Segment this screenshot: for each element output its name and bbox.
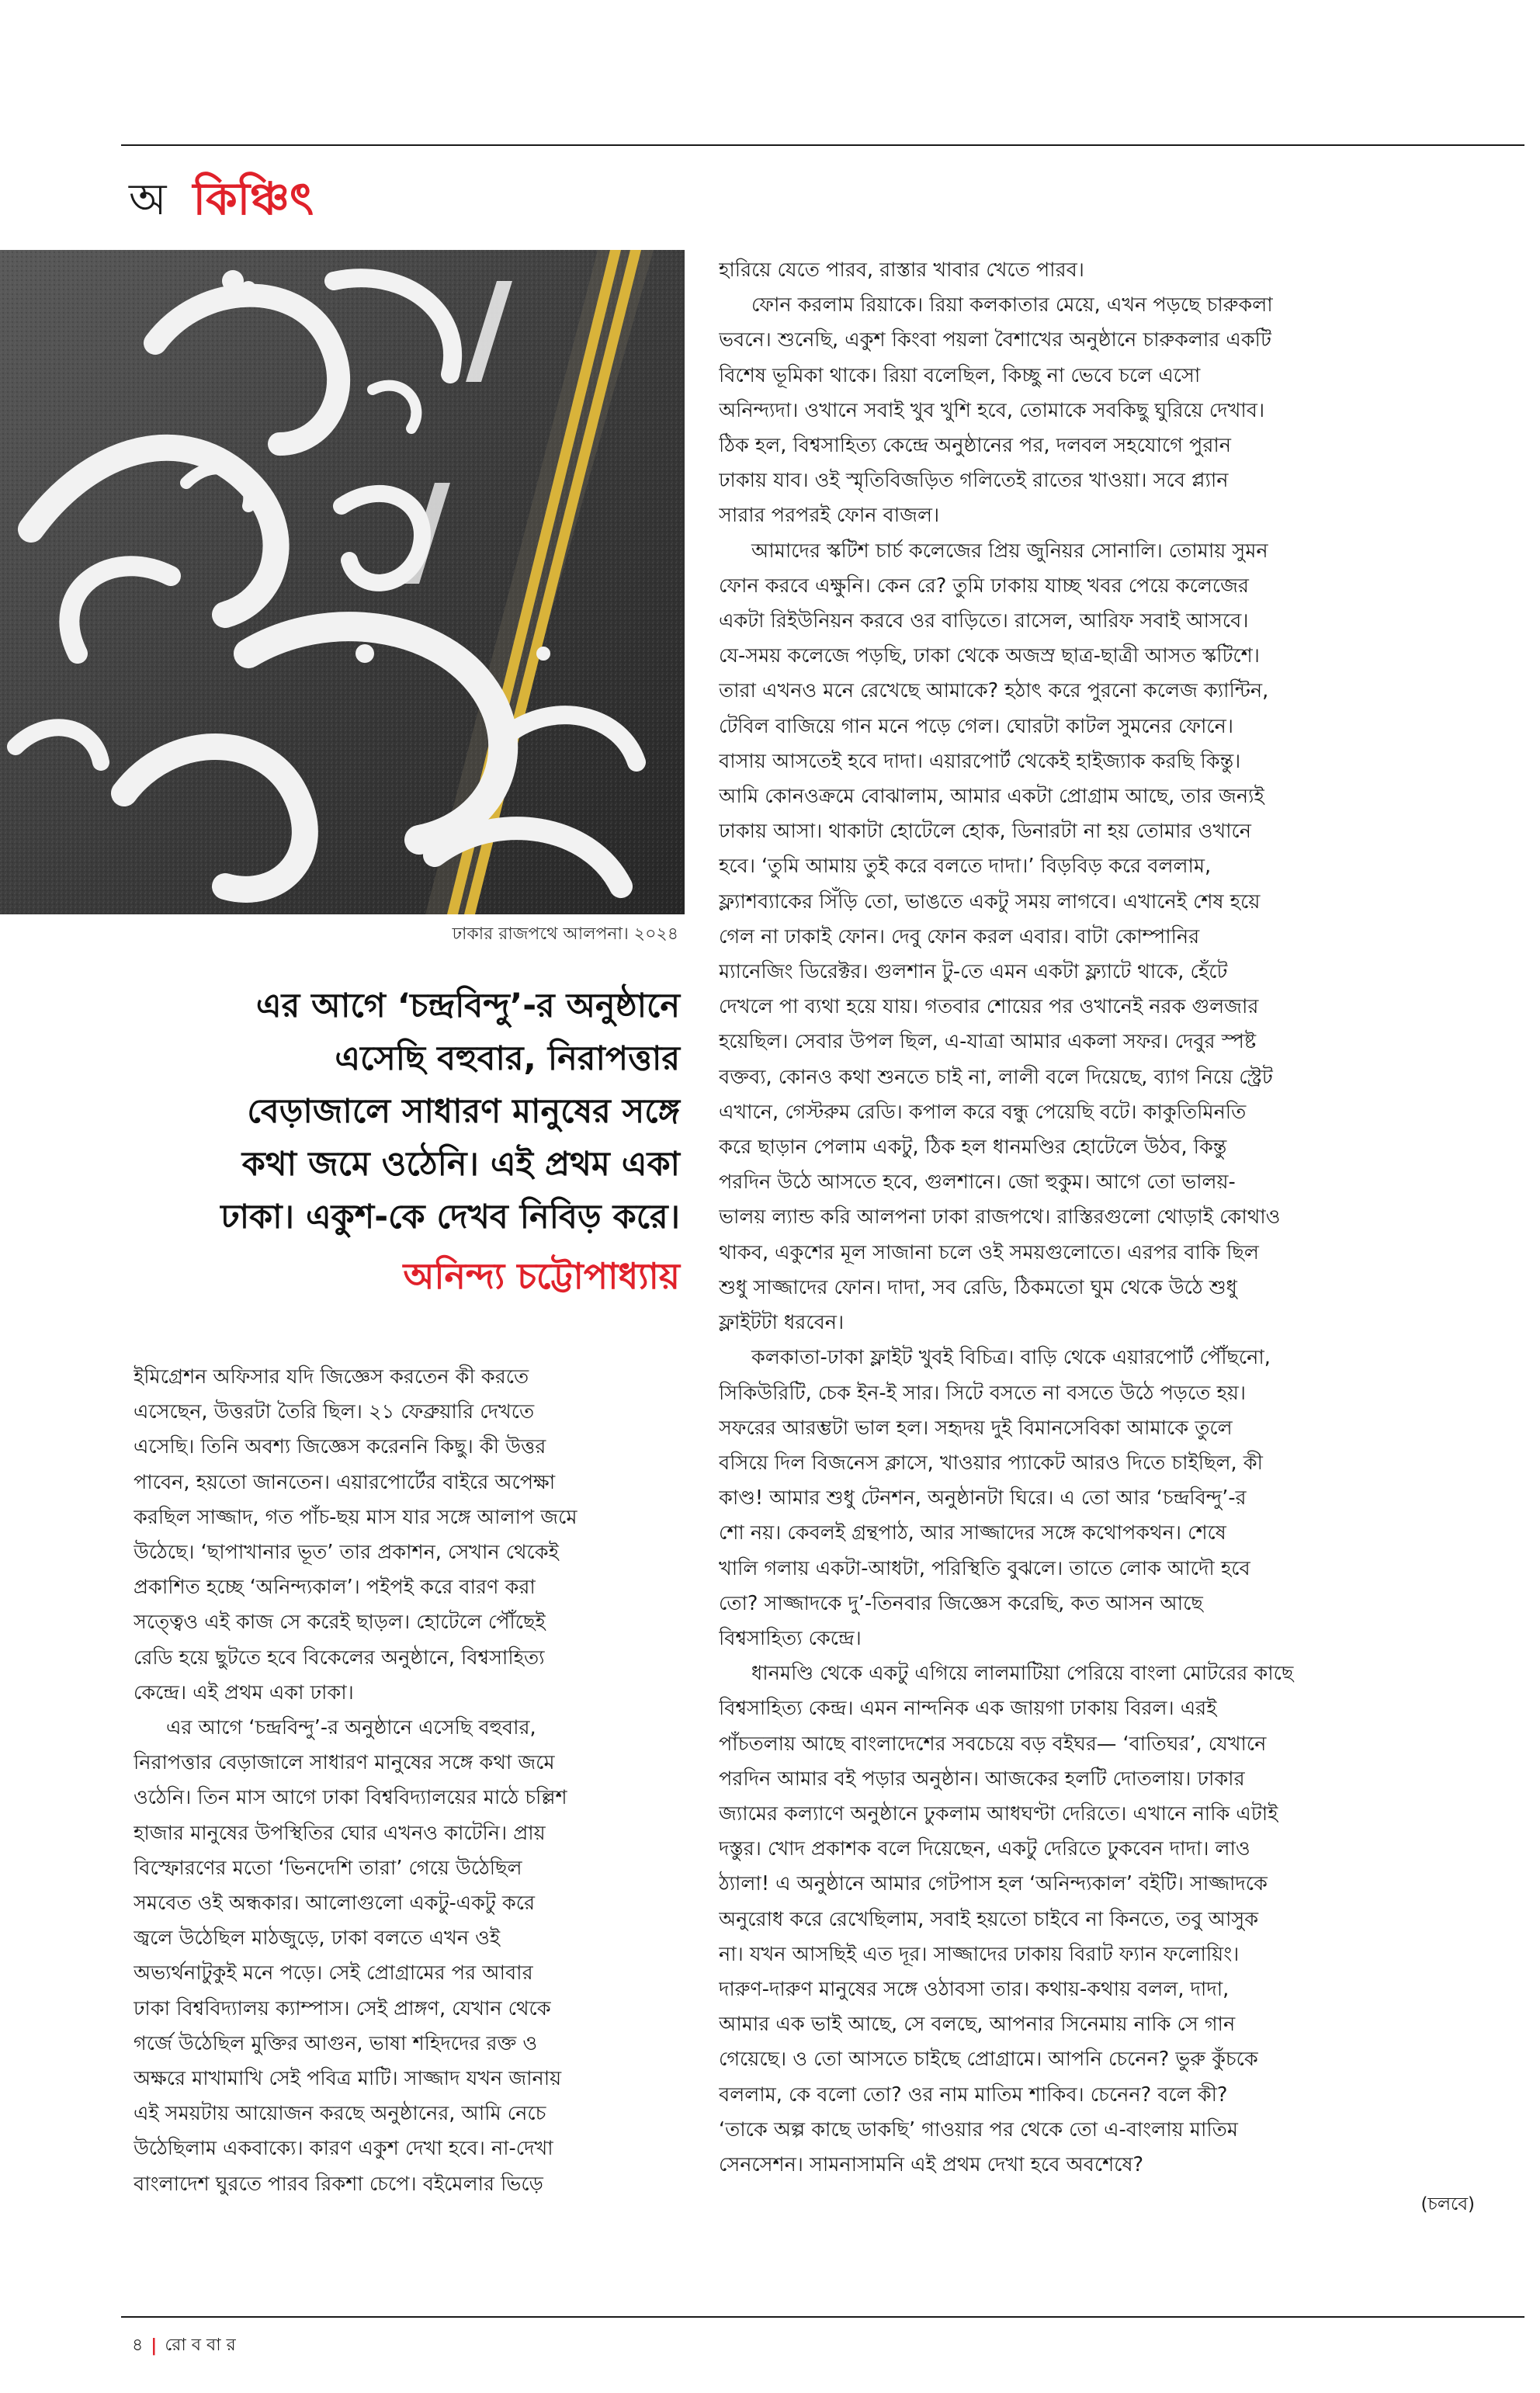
publication-name: রো ব বা র [165,2336,236,2355]
text-line: ঠ্যালা! এ অনুষ্ঠানে আমার গেটপাস হল ‘অনিন্দ্যকাল’ বইটি। সাজ্জাদকে [719,1872,1268,1896]
text-line: ‘তাকে অল্প কাছে ডাকছি’ গাওয়ার পর থেকে তো এ-বাংলায় মাতিম [719,2117,1238,2142]
text-line: বাসায় আসতেই হবে দাদা। এয়ারপোর্ট থেকেই হাইজ্যাক করছি কিন্তু। [719,749,1241,773]
text-line: বিস্ফোরণের মতো ‘ভিনদেশি তারা’ গেয়ে উঠেছিল [134,1856,522,1880]
text-line: ফোন করবে এক্ষুনি। কেন রে? তুমি ঢাকায় যাচ্ছ খবর পেয়ে কলেজের [719,574,1249,598]
text-line: সারার পরপরই ফোন বাজল। [719,504,940,528]
text-line: শো নয়। কেবলই গ্রন্থপাঠ, আর সাজ্জাদের সঙ্গে কথোপকথন। শেষে [719,1521,1226,1545]
text-line: ঢাকায় যাব। ওই স্মৃতিবিজড়িত গলিতেই রাতের খাওয়া। সবে প্ল্যান [719,469,1229,493]
text-line: ঢাকা বিশ্ববিদ্যালয় ক্যাম্পাস। সেই প্রাঙ্গণ, যেখান থেকে [134,1996,551,2020]
text-line: প্রকাশিত হচ্ছে ‘অনিন্দ্যকাল’। পইপই করে বারণ করা [134,1576,536,1600]
text-line: হাজার মানুষের উপস্থিতির ঘোর এখনও কাটেনি। প্রায় [134,1821,546,1845]
text-line: উঠেছে। ‘ছাপাখানার ভূত’ তার প্রকাশন, সেখান থেকেই [134,1541,559,1565]
text-line: ভবনে। শুনেছি, একুশ কিংবা পয়লা বৈশাখের অনুষ্ঠানে চারুকলার একটি [719,328,1271,352]
text-line: রেডি হয়ে ছুটতে হবে বিকেলের অনুষ্ঠানে, বিশ্বসাহিত্য [134,1646,545,1670]
text-line: পাবেন, হয়তো জানতেন। এয়ারপোর্টের বাইরে অপেক্ষা [134,1470,556,1494]
text-line: অক্ষরে মাখামাখি সেই পবিত্র মাটি। সাজ্জাদ যখন জানায় [134,2067,562,2091]
text-line: ধানমণ্ডি থেকে একটু এগিয়ে লালমাটিয়া পেরিয়ে বাংলা মোটরের কাছে [751,1662,1294,1686]
road-alpana-photo [0,250,685,914]
text-line: কাণ্ড! আমার শুধু টেনশন, অনুষ্ঠানটা ঘিরে। এ তো আর ‘চন্দ্রবিন্দু’-র [719,1486,1247,1510]
pull-quote-line: ঢাকা। একুশ-কে দেখব নিবিড় করে। [220,1198,680,1236]
text-line: বক্তব্য, কোনও কথা শুনতে চাই না, লালী বলে দিয়েছে, ব্যাগ নিয়ে স্ট্রেট [719,1065,1273,1089]
text-line: পাঁচতলায় আছে বাংলাদেশের সবচেয়ে বড় বইঘর— ‘বাতিঘর’, যেখানে [719,1732,1267,1756]
text-line: না। যখন আসছিই এত দূর। সাজ্জাদের ঢাকায় বিরাট ফ্যান ফলোয়িং। [719,1942,1240,1966]
text-line: হারিয়ে যেতে পারব, রাস্তার খাবার খেতে পারব। [719,258,1084,282]
text-line: জ্বলে উঠেছিল মাঠজুড়ে, ঢাকা বলতে এখন ওই [134,1927,501,1951]
text-line: করছিল সাজ্জাদ, গত পাঁচ-ছয় মাস যার সঙ্গে আলাপ জমে [134,1505,578,1529]
photo-caption: ঢাকার রাজপথে আলপনা। ২০২৪ [452,924,678,944]
text-line: হবে। ‘তুমি আমায় তুই করে বলতে দাদা।’ বিড়বিড় করে বললাম, [719,855,1212,879]
text-line: অনুরোধ করে রেখেছিলাম, সবাই হয়তো চাইবে না কিনতে, তবু আসুক [719,1907,1259,1931]
text-line: সিকিউরিটি, চেক ইন-ই সার। সিটে বসতে না বসতে উঠে পড়তে হয়। [719,1381,1246,1405]
text-line: বললাম, কে বলো তো? ওর নাম মাতিম শাকিব। চেনেন? বলে কী? [719,2083,1228,2107]
bottom-rule [121,2316,1524,2318]
text-line: নিরাপত্তার বেড়াজালে সাধারণ মানুষের সঙ্গে কথা জমে [134,1751,555,1775]
text-line: ইমিগ্রেশন অফিসার যদি জিজ্ঞেস করতেন কী করতে [134,1365,529,1389]
text-line: এখানে, গেস্টরুম রেডি। কপাল করে বন্ধু পেয়েছি বটে। কাকুতিমিনতি [719,1100,1247,1124]
text-line: ফ্লাইটটা ধরবেন। [719,1311,845,1335]
pull-quote-line: কথা জমে ওঠেনি। এই প্রথম একা [241,1145,680,1184]
text-line: শুধু সাজ্জাদের ফোন। দাদা, সব রেডি, ঠিকমতো ঘুম থেকে উঠে শুধু [719,1275,1237,1299]
text-line: সমবেত ওই অন্ধকার। আলোগুলো একটু-একটু করে [134,1892,536,1916]
text-line: দেখলে পা ব্যথা হয়ে যায়। গতবার শোয়ের পর ওখানেই নরক গুলজার [719,995,1259,1019]
text-line: একটা রিইউনিয়ন করবে ওর বাড়িতে। রাসেল, আরিফ সবাই আসবে। [719,609,1249,633]
article-column-right [719,253,1503,2222]
text-line: যে-সময় কলেজে পড়ছি, ঢাকা থেকে অজস্র ছাত্র-ছাত্রী আসত স্কটিশে। [719,644,1260,668]
text-line: পরদিন উঠে আসতে হবে, গুলশানে। জো হুকুম। আগে তো ভালয়- [719,1170,1236,1195]
text-line: এসেছি। তিনি অবশ্য জিজ্ঞেস করেননি কিছু। কী উত্তর [134,1435,546,1459]
text-line: কলকাতা-ঢাকা ফ্লাইট খুবই বিচিত্র। বাড়ি থেকে এয়ারপোর্ট পৌঁছনো, [751,1346,1271,1370]
text-line: বাংলাদেশ ঘুরতে পারব রিকশা চেপে। বইমেলার ভিড়ে [134,2172,543,2196]
text-line: বসিয়ে দিল বিজনেস ক্লাসে, খাওয়ার প্যাকেট আরও দিতে চাইছিল, কী [719,1451,1263,1475]
text-line: তারা এখনও মনে রেখেছে আমাকে? হঠাৎ করে পুরনো কলেজ ক্যান্টিন, [719,679,1269,703]
text-line: গেল না ঢাকাই ফোন। দেবু ফোন করল এবার। বাটা কোম্পানির [719,924,1200,949]
article-column-left [134,1360,677,2202]
section-prefix: অ [129,175,167,225]
text-line: তো? সাজ্জাদকে দু’-তিনবার জিজ্ঞেস করেছি, কত আসন আছে [719,1591,1203,1615]
text-line: বিশ্বসাহিত্য কেন্দ্রে। [719,1626,862,1650]
text-line: দস্তুর। খোদ প্রকাশক বলে দিয়েছেন, একটু দেরিতে ঢুকবেন দাদা। লাও [719,1837,1250,1861]
page-number: ৪ [132,2336,144,2355]
text-line: ফ্ল্যাশব্যাকের সিঁড়ি তো, ভাঙতে একটু সময় লাগবে। এখানেই শেষ হয়ে [719,890,1261,914]
author-byline: অনিন্দ্য চট্টোপাধ্যায় [403,1255,680,1297]
pull-quote-line: বেড়াজালে সাধারণ মানুষের সঙ্গে [247,1092,680,1131]
top-rule [121,144,1524,146]
text-line: অভ্যর্থনাটুকুই মনে পড়ে। সেই প্রোগ্রামের পর আবার [134,1961,533,1985]
text-line: উঠেছিলাম একবাক্যে। কারণ একুশ দেখা হবে। না-দেখা [134,2137,553,2161]
page-footer [132,2332,236,2360]
text-line: গর্জে উঠেছিল মুক্তির আগুন, ভাষা শহিদদের রক্ত ও [134,2031,538,2055]
text-line: ফোন করলাম রিয়াকে। রিয়া কলকাতার মেয়ে, এখন পড়ছে চারুকলা [751,293,1273,317]
text-line: থাকব, একুশের মূল সাজানা চলে ওই সময়গুলোতে। এরপর বাকি ছিল [719,1240,1259,1264]
text-line: এই সময়টায় আয়োজন করছে অনুষ্ঠানের, আমি নেচে [134,2102,546,2126]
text-line: ঠিক হল, বিশ্বসাহিত্য কেন্দ্রে অনুষ্ঠানের পর, দলবল সহযোগে পুরান [719,434,1231,458]
pull-quote-line: এর আগে ‘চন্দ্রবিন্দু’-র অনুষ্ঠানে [255,987,680,1025]
text-line: বিশ্বসাহিত্য কেন্দ্র। এমন নান্দনিক এক জায়গা ঢাকায় বিরল। এরই [719,1697,1217,1721]
text-line: ম্যানেজিং ডিরেক্টর। গুলশান টু-তে এমন একটা ফ্ল্যাটে থাকে, হেঁটে [719,960,1228,984]
text-line: ঢাকায় আসা। থাকাটা হোটেলে হোক, ডিনারটা না হয় তোমার ওখানে [719,820,1252,844]
text-line: ভালয় ল্যান্ড করি আলপনা ঢাকা রাজপথে। রাস্তিরগুলো থোড়াই কোথাও [719,1205,1281,1229]
text-line: জ্যামের কল্যাণে অনুষ্ঠানে ঢুকলাম আধঘণ্টা দেরিতে। এখানে নাকি এটাই [719,1802,1278,1826]
text-line: অনিন্দ্যদা। ওখানে সবাই খুব খুশি হবে, তোমাকে সবকিছু ঘুরিয়ে দেখাব। [719,398,1265,422]
text-line: পরদিন আমার বই পড়ার অনুষ্ঠান। আজকের হলটি দোতলায়। ঢাকার [719,1767,1245,1791]
section-header [129,165,314,234]
text-line: করে ছাড়ান পেলাম একটু, ঠিক হল ধানমণ্ডির হোটেলে উঠব, কিন্তু [719,1136,1227,1160]
footer-separator: | [151,2336,158,2356]
text-line: খালি গলায় একটা-আধটা, পরিস্থিতি বুঝলে। তাতে লোক আদৌ হবে [719,1556,1250,1580]
pull-quote-line: এসেছি বহুবার, নিরাপত্তার [335,1039,680,1078]
text-line: কেন্দ্রে। এই প্রথম একা ঢাকা। [134,1680,354,1705]
text-line: আমার এক ভাই আছে, সে বলছে, আপনার সিনেমায় নাকি সে গান [719,2013,1236,2037]
text-line: টেবিল বাজিয়ে গান মনে পড়ে গেল। ঘোরটা কাটল সুমনের ফোনে। [719,714,1233,738]
text-line: দারুণ-দারুণ মানুষের সঙ্গে ওঠাবসা তার। কথায়-কথায় বলল, দাদা, [719,1977,1230,2001]
text-line: এসেছেন, উত্তরটা তৈরি ছিল। ২১ ফেব্রুয়ারি দেখতে [134,1400,535,1424]
text-line: গেয়েছে। ও তো আসতে চাইছে প্রোগ্রামে। আপনি চেনেন? ভুরু কুঁচকে [719,2048,1258,2072]
text-line: ওঠেনি। তিন মাস আগে ঢাকা বিশ্ববিদ্যালয়ের মাঠে চল্লিশ [134,1786,567,1810]
text-line: সফরের আরম্ভটা ভাল হল। সহৃদয় দুই বিমানসেবিকা আমাকে তুলে [719,1416,1233,1440]
text-line: আমি কোনওক্রমে বোঝালাম, আমার একটা প্রোগ্রাম আছে, তার জন্যই [719,785,1264,809]
text-line: এর আগে ‘চন্দ্রবিন্দু’-র অনুষ্ঠানে এসেছি বহুবার, [166,1716,536,1740]
text-line: বিশেষ ভূমিকা থাকে। রিয়া বলেছিল, কিচ্ছু না ভেবে চলে এসো [719,363,1201,387]
text-line: হয়েছিল। সেবার উপল ছিল, এ-যাত্রা আমার একলা সফর। দেবুর স্পষ্ট [719,1030,1257,1054]
section-name: কিঞ্চিৎ [192,172,314,225]
continued-marker: (চলবে) [1420,2194,1475,2215]
pull-quote [121,980,680,1309]
text-line: সেনসেশন। সামনাসামনি এই প্রথম দেখা হবে অবশেষে? [719,2152,1144,2176]
text-line: আমাদের স্কটিশ চার্চ কলেজের প্রিয় জুনিয়র সোনালি। তোমায় সুমন [751,539,1268,563]
text-line: সত্ত্বেও এই কাজ সে করেই ছাড়ল। হোটেলে পৌঁছেই [134,1611,546,1635]
